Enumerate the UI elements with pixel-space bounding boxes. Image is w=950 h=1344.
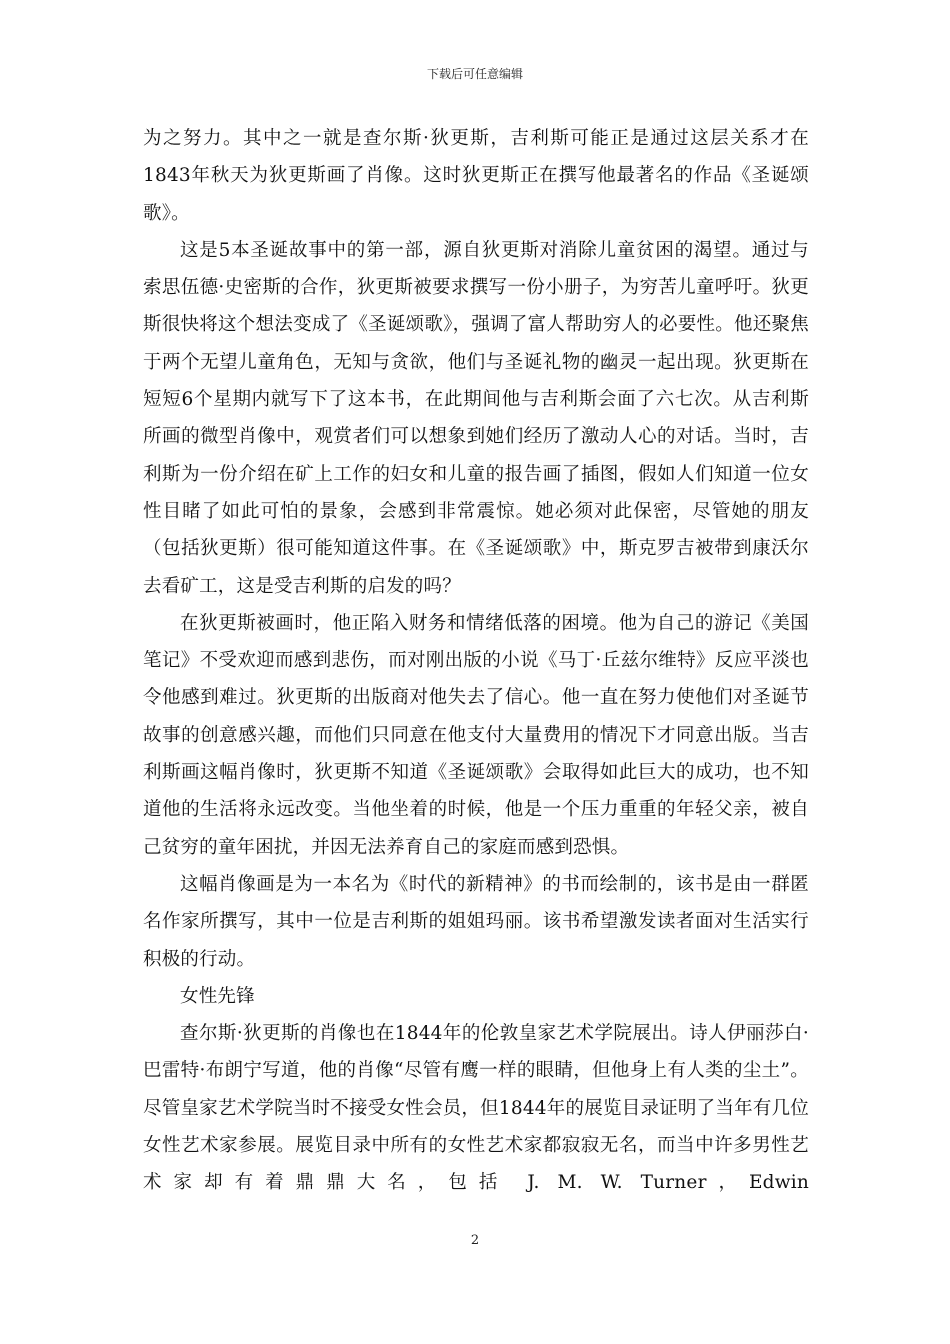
paragraph-4: 这幅肖像画是为一本名为《时代的新精神》的书而绘制的，该书是由一群匿名作家所撰写，其中一位是吉利斯的姐姐玛丽。该书希望激发读者面对生活实行积极的行动。 bbox=[143, 873, 809, 970]
paragraph-1: 为之努力。其中之一就是查尔斯·狄更斯，吉利斯可能正是通过这层关系才在1843年秋天为狄更斯画了肖像。这时狄更斯正在撰写他最著名的作品《圣诞颂歌》。 bbox=[143, 128, 809, 224]
document-body bbox=[143, 120, 809, 1202]
page-number: 2 bbox=[470, 1233, 480, 1248]
paragraph-2: 这是5本圣诞故事中的第一部，源自狄更斯对消除儿童贫困的渴望。通过与索思伍德·史密斯的合作，狄更斯被要求撰写一份小册子，为穷苦儿童呼吁。狄更斯很快将这个想法变成了《圣诞颂歌》，强调了富人帮助穷人的必要性。他还聚焦于两个无望儿童角色，无知与贪欲，他们与圣诞礼物的幽灵一起出现。狄更斯在短短6个星期内就写下了这本书，在此期间他与吉利斯会面了六七次。从吉利斯所画的微型肖像中，观赏者们可以想象到她们经历了激动人心的对话。当时，吉利斯为一份介绍在矿上工作的妇女和儿童的报告画了插图，假如人们知道一位女性目睹了如此可怕的景象，会感到非常震惊。她必须对此保密，尽管她的朋友（包括狄更斯）很可能知道这件事。在《圣诞颂歌》中，斯克罗吉被带到康沃尔去看矿工，这是受吉利斯的启发的吗？ bbox=[143, 239, 809, 597]
paragraph-5: 查尔斯·狄更斯的肖像也在1844年的伦敦皇家艺术学院展出。诗人伊丽莎白·巴雷特·布朗宁写道，他的肖像“尽管有鹰一样的眼睛，但他身上有人类的尘土”。尽管皇家艺术学院当时不接受女性会员，但1844年的展览目录证明了当年有几位女性艺术家参展。展览目录中所有的女性艺术家都寂寂无名，而当中许多男性艺术家却有着鼎鼎大名，包括 J. M. W. Turner，Edwin bbox=[143, 1023, 809, 1194]
paragraph-3: 在狄更斯被画时，他正陷入财务和情绪低落的困境。他为自己的游记《美国笔记》不受欢迎而感到悲伤，而对刚出版的小说《马丁·丘兹尔维特》反应平淡也令他感到难过。狄更斯的出版商对他失去了信心。他一直在努力使他们对圣诞节故事的创意感兴趣，而他们只同意在他支付大量费用的情况下才同意出版。当吉利斯画这幅肖像时，狄更斯不知道《圣诞颂歌》会取得如此巨大的成功，也不知道他的生活将永远改变。当他坐着的时候，他是一个压力重重的年轻父亲，被自己贫穷的童年困扰，并因无法养育自己的家庭而感到恐惧。 bbox=[143, 612, 809, 858]
page-header: 下载后可任意编辑 bbox=[426, 67, 523, 81]
section-heading: 女性先锋 bbox=[180, 985, 255, 1007]
